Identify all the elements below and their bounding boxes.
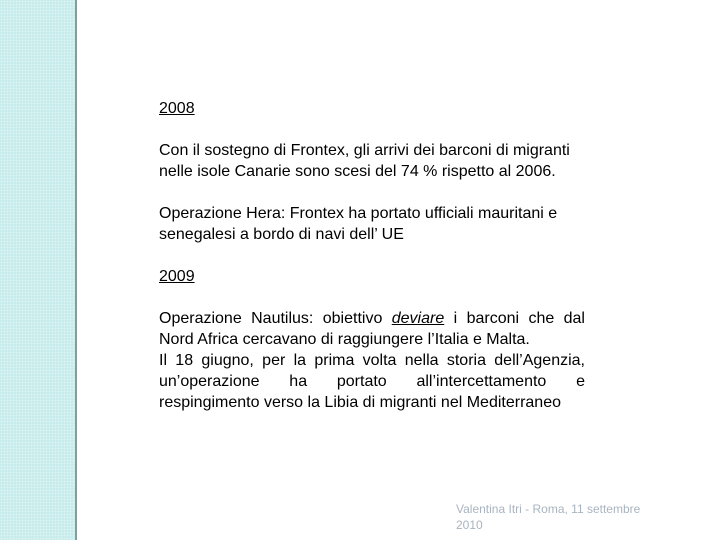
paragraph-operazione-hera: Operazione Hera: Frontex ha portato ufficiali mauritani e senegalesi a bordo di navi dell’ UE bbox=[159, 205, 558, 243]
year-heading-2008: 2008 bbox=[159, 100, 195, 117]
paragraph-18-giugno: Il 18 giugno, per la prima volta nella storia dell’Agenzia, un’operazione ha portato all’intercettamento e respingimento verso la Libia di migranti nel Mediterraneo bbox=[159, 352, 585, 411]
nautilus-emphasis: deviare bbox=[391, 310, 445, 327]
paragraph-frontex-canarie: Con il sostegno di Frontex, gli arrivi dei barconi di migranti nelle isole Canarie sono scesi del 74 % rispetto al 2006. bbox=[159, 142, 570, 180]
footer-author-date: Valentina Itri - Roma, 11 settembre 2010 bbox=[456, 502, 641, 532]
slide-content bbox=[159, 98, 585, 413]
decorative-side-band bbox=[0, 0, 77, 540]
nautilus-text-start: Operazione Nautilus: obiettivo bbox=[159, 310, 392, 327]
year-heading-2009: 2009 bbox=[159, 268, 195, 285]
paragraph-operazione-nautilus bbox=[159, 308, 585, 350]
nautilus-text-end: i barconi che dal Nord Africa cercavano di raggiungere l’Italia e Malta. bbox=[159, 310, 585, 348]
